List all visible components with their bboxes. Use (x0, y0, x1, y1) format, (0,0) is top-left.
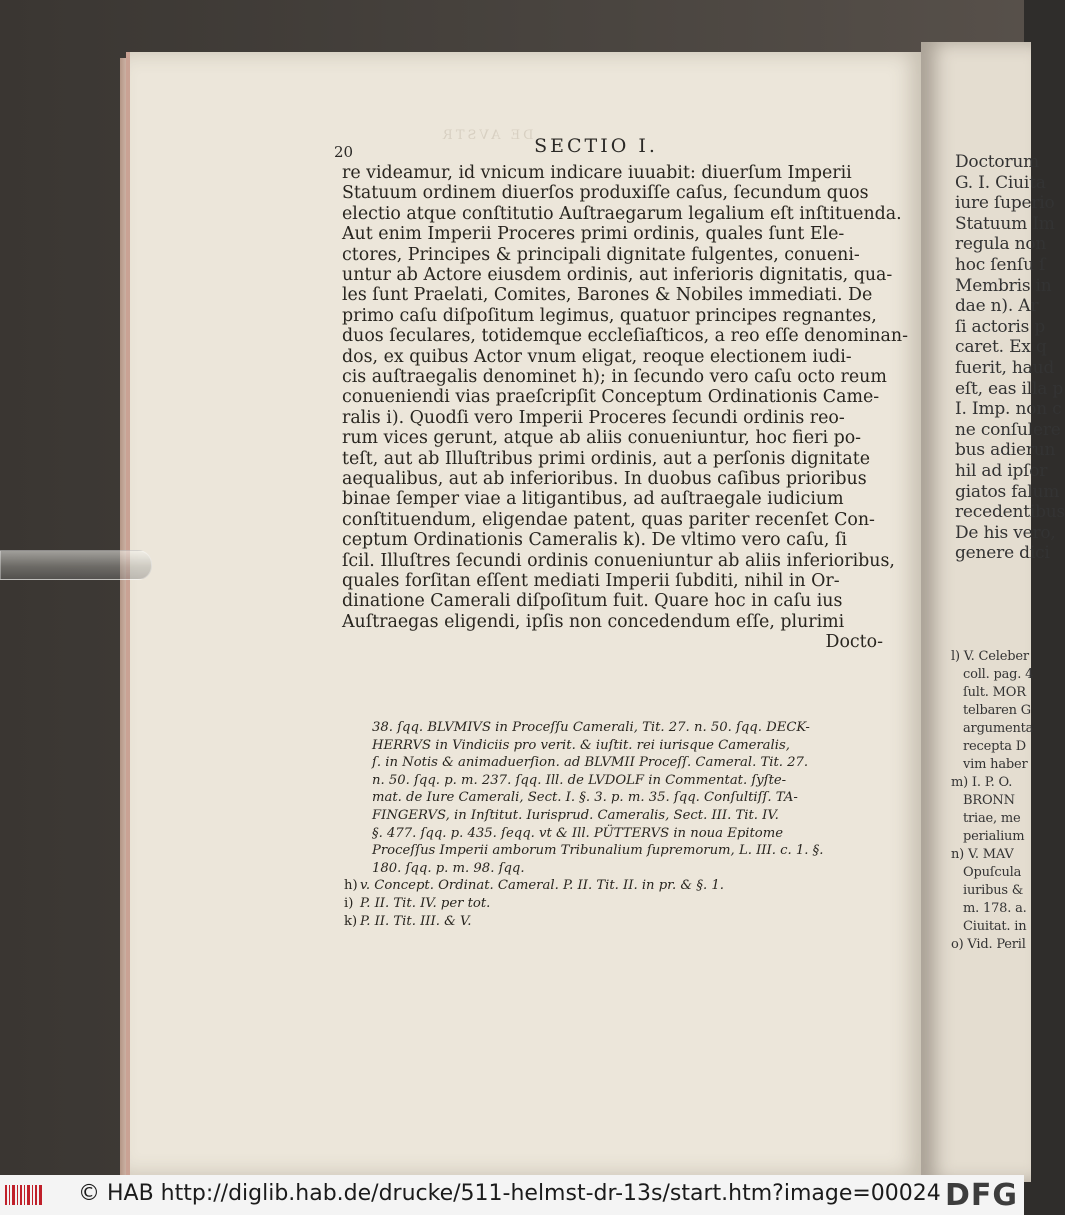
text-line: teſt, aut ab Illuſtribus primi ordinis, aut a perſonis dignitate (342, 448, 871, 469)
next-page-note: telbaren G (963, 703, 1031, 718)
text-line: conueniendi vias praeſcripſit Conceptum Ordinationis Came- (342, 387, 880, 408)
text-line: electio atque conſtitutio Auſtraegarum legalium eſt inſtituenda. (342, 203, 902, 224)
next-page-note: BRONN (963, 793, 1015, 808)
text-line: re videamur, id vnicum indicare iuuabit: diuerſum Imperii (342, 163, 852, 183)
text-line: rum vices gerunt, atque ab aliis conueniuntur, hoc fieri po- (342, 428, 862, 449)
text-line: ralis i). Quodſi vero Imperii Proceres ſecundi ordinis reo- (342, 407, 845, 428)
text-line: Docto- (825, 632, 883, 653)
barcode-icon (4, 1183, 44, 1207)
footnote-line: HERRVS in Vindiciis pro verit. & iuſtit. rei iurisque Cameralis, (372, 737, 790, 753)
footnote-text: v. Concept. Ordinat. Cameral. P. II. Tit. II. in pr. & §. 1. (360, 878, 724, 894)
next-page-note: ſult. MOR (963, 685, 1026, 700)
next-page-line: hil ad ipſor (955, 461, 1048, 481)
copyright-url[interactable]: © HAB http://diglib.hab.de/drucke/511-helmst-dr-13s/start.htm?image=00024 (78, 1181, 941, 1206)
next-page-note: coll. pag. 4 (963, 667, 1034, 682)
page-edge-line (126, 52, 130, 1175)
footnote-line: ſ. in Notis & animaduerſion. ad BLVMII Proceſſ. Cameral. Tit. 27. (372, 755, 809, 771)
next-page-note: m. 178. a. (963, 901, 1027, 916)
footer-bar (0, 1175, 1024, 1215)
text-line: Statuum ordinem diuerſos produxiſſe caſus, ſecundum quos (342, 183, 869, 204)
footnote-line: n. 50. ſqq. p. m. 237. ſqq. Ill. de LVDOLF in Commentat. ſyſte- (372, 772, 787, 788)
footnote-key: h) (344, 878, 358, 894)
text-line: dinatione Camerali diſpoſitum fuit. Quare hoc in caſu ius (342, 591, 843, 612)
next-page-line: regula non (955, 234, 1047, 255)
next-page-note: vim haber (963, 757, 1028, 772)
next-page-note: Opuſcula (963, 865, 1022, 880)
text-line: ſcil. Illuſtres ſecundi ordinis conueniuntur ab aliis inferioribus, (342, 550, 895, 571)
dfg-logo: DFG (944, 1178, 1018, 1213)
footnote-line: FINGERVS, in Inſtitut. Iurisprud. Cameralis, Sect. III. Tit. IV. (372, 808, 779, 823)
next-page-line: bus adierun (955, 440, 1056, 461)
next-page-note: argumenta (963, 721, 1034, 736)
text-line: duos ſeculares, totidemque eccleſiaſticos, a reo eſſe denominan- (342, 326, 908, 347)
text-line: ceptum Ordinationis Cameralis k). De vltimo vero caſu, ſi (342, 530, 847, 551)
footnote-key: i) (344, 896, 354, 911)
text-line: Auſtraegas eligendi, ipſis non concedendum eſſe, plurimi (342, 611, 845, 632)
clip-bar (0, 550, 152, 580)
next-page-note: perialium (963, 829, 1025, 844)
next-page-note: iuribus & (963, 883, 1024, 898)
text-line: untur ab Actore eiusdem ordinis, aut inferioris dignitatis, qua- (342, 265, 893, 285)
text-line: binae ſemper viae a litigantibus, ad auſtraegale iudicium (342, 489, 844, 510)
next-page-line: I. Imp. non c (955, 399, 1062, 420)
footnote-line: 38. ſqq. BLVMIVS in Proceſſu Camerali, Tit. 27. n. 50. ſqq. DECK- (372, 720, 810, 735)
next-page-note: Ciuitat. in (963, 919, 1027, 934)
next-page-line: G. I. Ciuita (955, 172, 1046, 193)
text-line: ctores, Principes & principali dignitate fulgentes, conueni- (342, 244, 860, 265)
page-number: 20 (334, 143, 354, 161)
next-page-line: eſt, eas illa p (955, 378, 1064, 399)
next-page-line: hoc ſenſu ſ (955, 255, 1046, 275)
footnote-line: Proceſſus Imperii amborum Tribunalium ſupremorum, L. III. c. 1. §. (372, 843, 824, 859)
text-line: conſtituendum, eligendae patent, quas pariter recenſet Con- (342, 509, 875, 530)
next-page-line: Statuum Im (955, 213, 1055, 234)
footnote-key: k) (344, 913, 358, 929)
text-line: dos, ex quibus Actor vnum eligat, reoque electionem iudi- (342, 346, 852, 367)
footnote-line: 180. ſqq. p. m. 98. ſqq. (372, 860, 525, 876)
footnote-line: mat. de Iure Camerali, Sect. I. §. 3. p. m. 35. ſqq. Conſultiſſ. TA- (372, 790, 798, 806)
text-line: cis auſtraegalis denominet h); in ſecundo vero caſu octo reum (342, 367, 887, 387)
next-page-line: Membris in (955, 275, 1052, 296)
next-page-note: o) Vid. Peril (951, 937, 1026, 952)
next-page-line: genere dici (955, 543, 1050, 564)
footnote-line: §. 477. ſqq. p. 435. ſeqq. vt & Ill. PÜTTERVS in noua Epitome (372, 825, 784, 841)
next-page-line: fuerit, haud (955, 358, 1055, 378)
text-line: aequalibus, aut ab inferioribus. In duobus caſibus prioribus (342, 469, 867, 489)
next-page-line: ne conſulere (955, 419, 1061, 440)
next-page-line: ſi actoris p (955, 316, 1046, 337)
text-line: quales forſitan eſſent mediati Imperii ſubditi, nihil in Or- (342, 571, 840, 591)
glass-clip (0, 540, 170, 590)
next-page-note: m) I. P. O. (951, 775, 1013, 790)
next-page-fragment (921, 42, 1065, 1182)
bleedthrough-text: DE AVSTR (440, 128, 534, 143)
text-line: Aut enim Imperii Proceres primi ordinis, quales ſunt Ele- (342, 224, 845, 245)
next-page-note: l) V. Celeber (951, 649, 1029, 664)
next-page-line: recedentibus (955, 502, 1065, 523)
next-page-line: Doctorum (955, 152, 1040, 172)
next-page-line: De his vero, (955, 522, 1056, 543)
next-page-line: caret. Ex q (955, 337, 1047, 358)
footnote-text: P. II. Tit. III. & V. (360, 913, 472, 929)
next-page-note: n) V. MAV (951, 847, 1014, 862)
text-line: primo caſu diſpoſitum legimus, quatuor principes regnantes, (342, 305, 877, 326)
section-title: SECTIO I. (534, 135, 658, 157)
footnote-text: P. II. Tit. IV. per tot. (360, 896, 491, 911)
text-line: les ſunt Praelati, Comites, Barones & Nobiles immediati. De (342, 285, 873, 306)
next-page-note: recepta D (963, 739, 1026, 754)
next-page-note: triae, me (963, 811, 1021, 826)
next-page-line: giatos falum (955, 481, 1060, 502)
next-page-line: iure ſuperio (955, 193, 1055, 214)
next-page-line: dae n). Ar (955, 296, 1039, 317)
